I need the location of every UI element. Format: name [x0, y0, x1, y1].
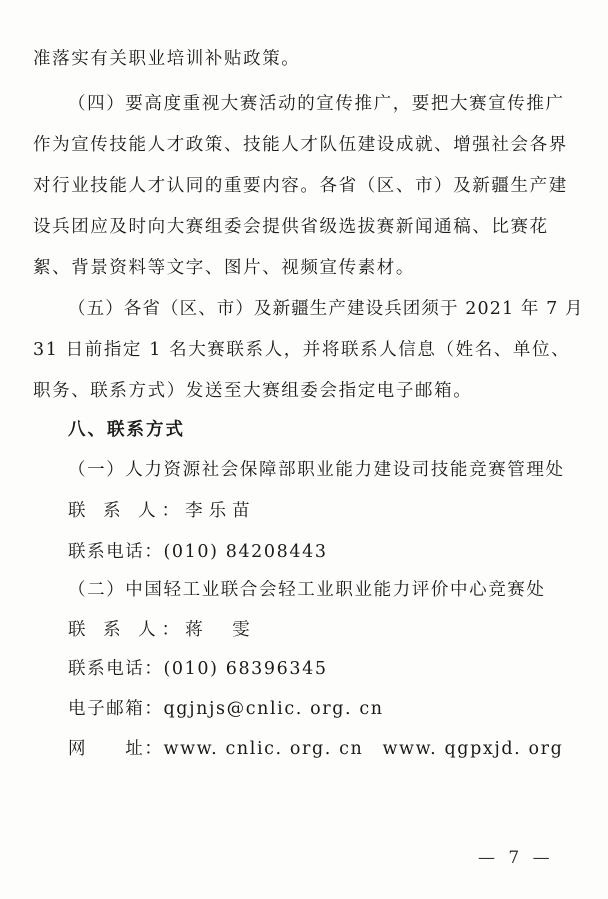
contact-phone-1: 联系电话：(010) 84208443 — [68, 542, 328, 562]
paragraph-line: （四）要高度重视大赛活动的宣传推广，要把大赛宣传推广 — [68, 94, 565, 114]
contact-org-2: （二）中国轻工业联合会轻工业职业能力评价中心竞赛处 — [68, 580, 546, 600]
paragraph-line: 设兵团应及时向大赛组委会提供省级选拔赛新闻通稿、比赛花 — [33, 217, 549, 237]
page-number: — 7 — — [478, 848, 554, 868]
paragraph-line: 准落实有关职业培训补贴政策。 — [33, 49, 301, 69]
section-heading: 八、联系方式 — [68, 420, 185, 440]
contact-phone-2: 联系电话：(010) 68396345 — [68, 659, 328, 679]
contact-website: 网 址：www. cnlic. org. cn www. qgpxjd. org — [68, 739, 564, 759]
contact-email: 电子邮箱：qgjnjs@cnlic. org. cn — [68, 699, 384, 719]
paragraph-line: （五）各省（区、市）及新疆生产建设兵团须于 2021 年 7 月 — [68, 299, 584, 319]
paragraph-line: 作为宣传技能人才政策、技能人才队伍建设成就、增强社会各界 — [33, 135, 568, 155]
contact-org-1: （一）人力资源社会保障部职业能力建设司技能竞赛管理处 — [68, 460, 565, 480]
paragraph-line: 对行业技能人才认同的重要内容。各省（区、市）及新疆生产建 — [33, 176, 568, 196]
contact-person-2: 联 系 人：蒋 雯 — [68, 620, 256, 640]
paragraph-line: 职务、联系方式）发送至大赛组委会指定电子邮箱。 — [33, 381, 473, 401]
paragraph-line: 絮、背景资料等文字、图片、视频宣传素材。 — [33, 258, 415, 278]
contact-person-1: 联 系 人：李乐苗 — [68, 501, 256, 521]
paragraph-line: 31 日前指定 1 名大赛联系人，并将联系人信息（姓名、单位、 — [33, 340, 571, 360]
